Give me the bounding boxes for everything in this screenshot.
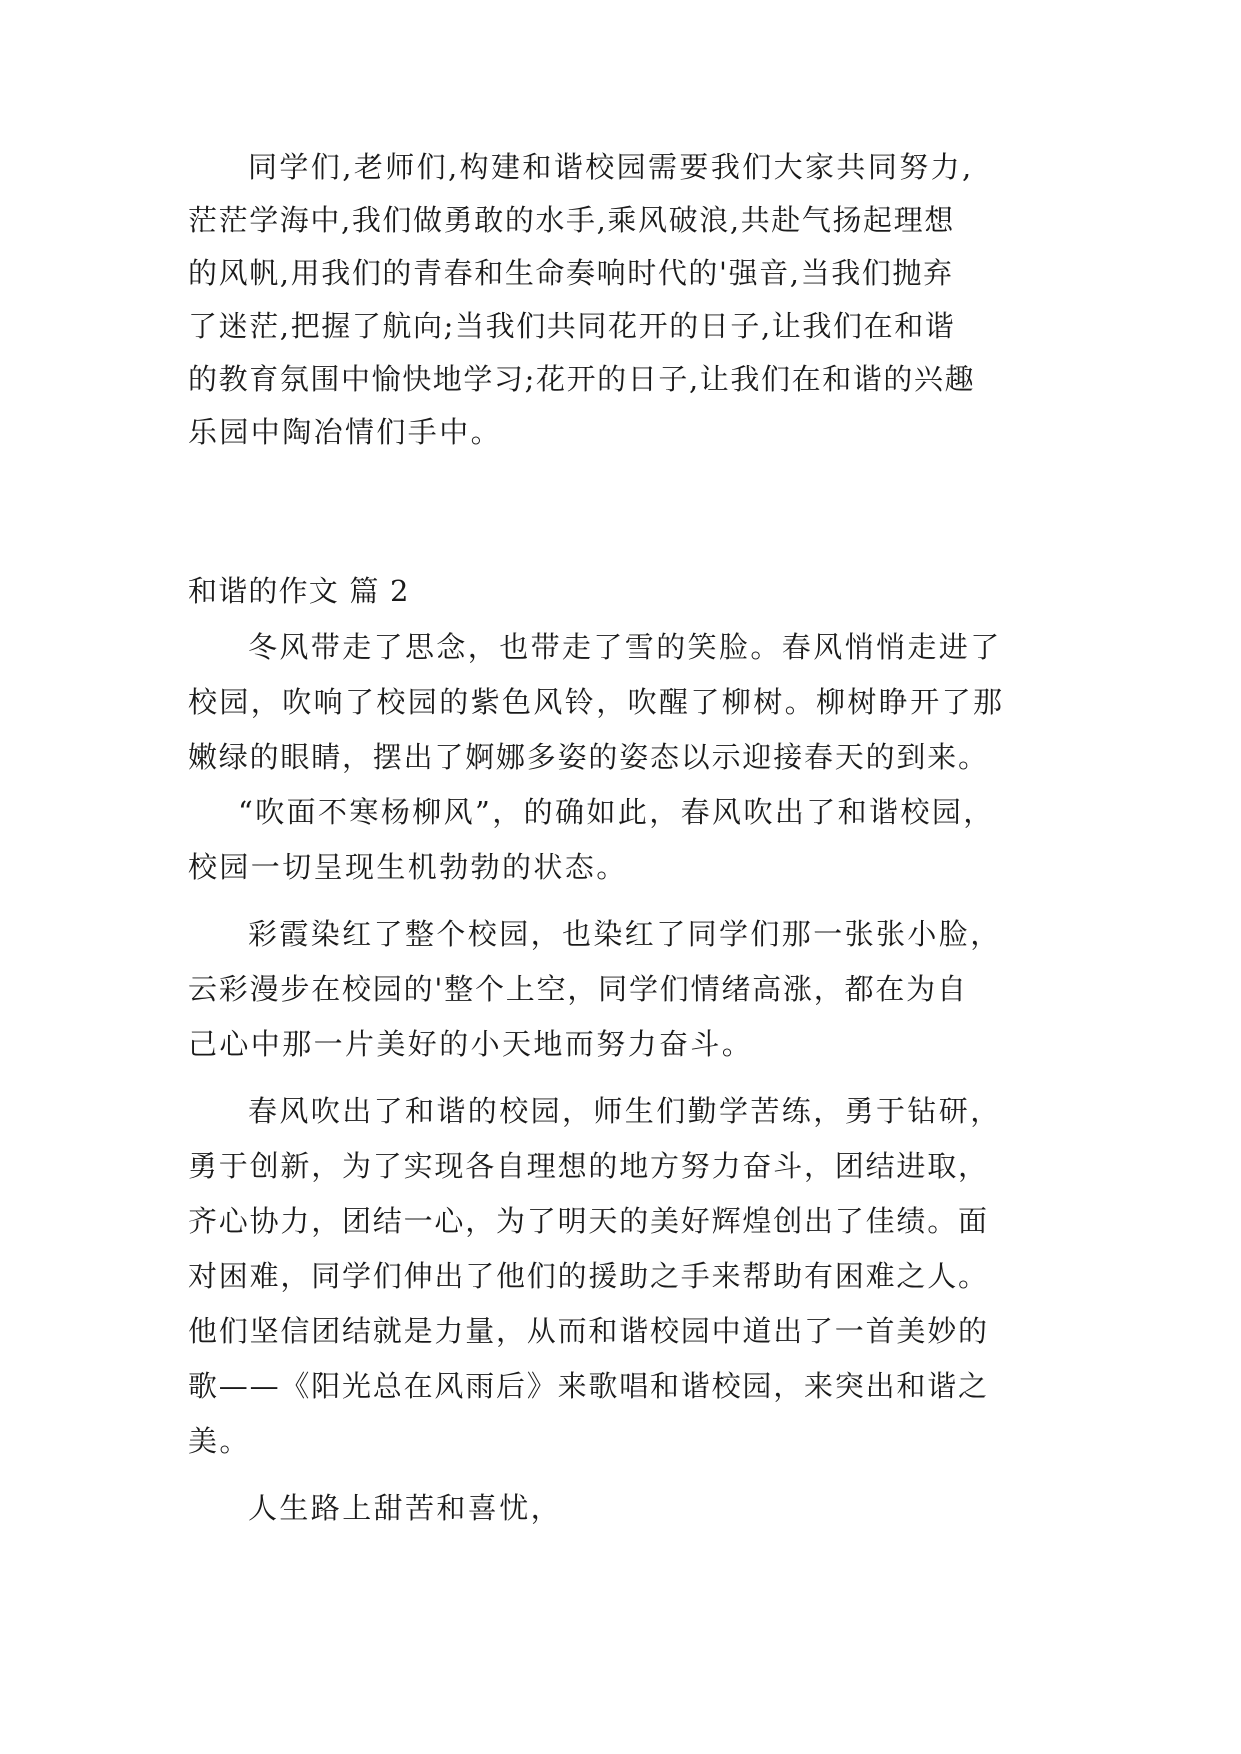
text-line: “吹面不寒杨柳风”，的确如此，春风吹出了和谐校园， (238, 795, 995, 829)
text-line: 他们坚信团结就是力量，从而和谐校园中道出了一首美妙的 (188, 1314, 989, 1348)
text-line: 嫩绿的眼睛，摆出了婀娜多姿的姿态以示迎接春天的到来。 (188, 740, 989, 774)
text-line: 冬风带走了思念，也带走了雪的笑脸。春风悄悄走进了 (248, 630, 1002, 664)
section-heading: 和谐的作文 篇 2 (188, 574, 410, 608)
text-line: 美。 (188, 1424, 251, 1458)
text-line: 乐园中陶冶情们手中。 (188, 415, 503, 449)
text-line: 了迷茫,把握了航向;当我们共同花开的日子,让我们在和谐 (188, 309, 956, 343)
text-line: 对困难，同学们伸出了他们的援助之手来帮助有困难之人。 (188, 1259, 989, 1293)
text-line: 的风帆,用我们的青春和生命奏响时代的'强音,当我们抛弃 (188, 256, 954, 290)
text-line: 歌——《阳光总在风雨后》来歌唱和谐校园，来突出和谐之 (188, 1369, 989, 1403)
text-line: 校园一切呈现生机勃勃的状态。 (188, 850, 628, 884)
text-line: 校园，吹响了校园的紫色风铃，吹醒了柳树。柳树睁开了那 (188, 685, 1005, 719)
text-line: 己心中那一片美好的小天地而努力奋斗。 (188, 1027, 754, 1061)
text-line: 齐心协力，团结一心，为了明天的美好辉煌创出了佳绩。面 (188, 1204, 989, 1238)
text-line: 勇于创新，为了实现各自理想的地方努力奋斗，团结进取， (188, 1149, 989, 1183)
text-line: 同学们,老师们,构建和谐校园需要我们大家共同努力, (248, 150, 974, 184)
text-line: 的教育氛围中愉快地学习;花开的日子,让我们在和谐的兴趣 (188, 362, 976, 396)
text-line: 人生路上甜苦和喜忧， (248, 1491, 563, 1525)
text-line: 彩霞染红了整个校园，也染红了同学们那一张张小脸， (248, 917, 1002, 951)
text-line: 春风吹出了和谐的校园，师生们勤学苦练，勇于钻研， (248, 1094, 1002, 1128)
text-line: 云彩漫步在校园的'整个上空，同学们情绪高涨，都在为自 (188, 972, 968, 1006)
text-line: 茫茫学海中,我们做勇敢的水手,乘风破浪,共赴气扬起理想 (188, 203, 955, 237)
